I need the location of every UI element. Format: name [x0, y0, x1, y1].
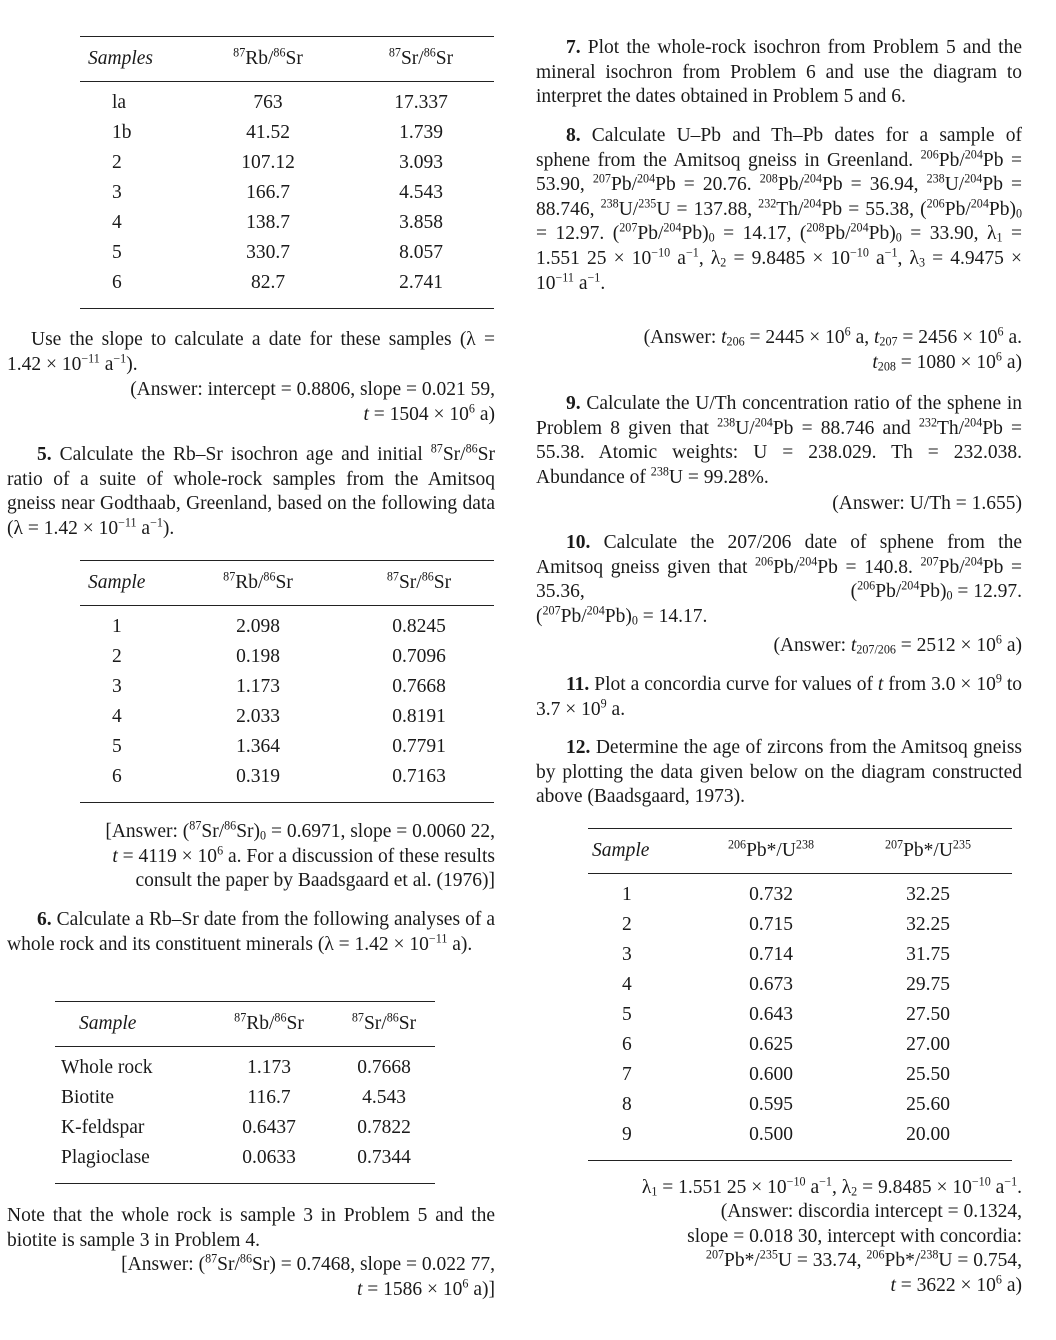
table-cell: 116.7	[247, 1087, 291, 1108]
table-cell: 1	[112, 616, 122, 637]
table-cell: 32.25	[906, 884, 950, 905]
table-cell: 6	[622, 1034, 632, 1055]
problem-8-text: 8. Calculate U–Pb and Th–Pb dates for a sample of sphene from the Amitsoq gneiss in Greenland. $^{206}$Pb/$^{204}$Pb = 53.90, $^{207}$Pb/$^{204}$Pb = 20.76. $^{208}$Pb/$^{204}$Pb = 36.94, $^{238}$U/$^{204}$Pb = 88.746, $^{238}$U/$^{235}$U = 137.88, $^{232}$Th/$^{204}$Pb = 55.38, $(^{206}Pb/^{204}Pb)_0 = 12.97$. $(^{207}Pb/^{204}Pb)_0 = 14.17$, $(^{208}Pb/^{204}Pb)_0 = 33.90$, $\lambda_1 = 1.551$ $25 \times 10^{-10}$ $a^{-1}$, $\lambda_2 = 9.8485 \times 10^{-10}$ $a^{-1}$, $\lambda_3 = 4.9475 \times 10^{-11}$ $a^{-1}$.	[536, 125, 1023, 294]
table-cell: 8.057	[399, 242, 443, 263]
table-cell: 0.8245	[392, 616, 446, 637]
table-cell: 166.7	[246, 182, 290, 203]
table-cell: 2.033	[236, 706, 280, 727]
table-cell: 3	[112, 182, 122, 203]
problem-4-answer: (Answer: intercept = 0.8806, slope = 0.021 59, $t = 1504 \times 10^6$ a)	[130, 379, 495, 425]
table-cell: 5	[112, 736, 122, 757]
table-4-header-pb206-u238: $^{206}Pb*/U^{238}$	[727, 837, 815, 861]
table-3	[55, 1001, 435, 1184]
table-cell: 0.625	[749, 1034, 793, 1055]
table-3-header-sample: Sample	[79, 1013, 137, 1034]
table-cell: 0.715	[749, 914, 793, 935]
table-cell: Plagioclase	[61, 1147, 150, 1168]
table-cell: 4.543	[399, 182, 443, 203]
table-cell: 0.6437	[242, 1117, 296, 1138]
table-cell: 31.75	[906, 944, 950, 965]
problem-8-answer: (Answer: $t_{206} = 2445 \times 10^6$ a, $t_{207} = 2456 \times 10^6$ a. $t_{208} = 1080 \times 10^6$ a)	[643, 324, 1022, 373]
table-cell: 0.319	[236, 766, 280, 787]
table-2-header-rb-sr: $^{87}$Rb/$^{86}$Sr	[223, 569, 293, 593]
table-row	[80, 178, 494, 208]
table-row	[588, 1030, 1012, 1060]
table-cell: 3	[622, 944, 632, 965]
table-row	[80, 82, 494, 119]
table-cell: 25.60	[906, 1094, 950, 1115]
table-cell: 5	[112, 242, 122, 263]
table-2	[80, 560, 494, 803]
table-row	[588, 970, 1012, 1000]
table-cell: 1.173	[236, 676, 280, 697]
table-cell: 0.7822	[357, 1117, 411, 1138]
table-row	[80, 642, 494, 672]
table-3-header-rb-sr: $^{87}$Rb/$^{86}$Sr	[234, 1010, 304, 1034]
table-row	[55, 1143, 435, 1184]
table-2-header-sample: Sample	[88, 572, 146, 593]
table-cell: 27.50	[906, 1004, 950, 1025]
table-cell: 4	[112, 706, 122, 727]
table-4	[588, 828, 1012, 1161]
table-row	[588, 1120, 1012, 1161]
table-row	[588, 940, 1012, 970]
problem-6-note: Note that the whole rock is sample 3 in Problem 5 and the biotite is sample 3 in Problem 4.	[7, 1205, 495, 1251]
problem-5-answer: [Answer: $(^{87}Sr/^{86}Sr)_0 = 0.6971$, slope = 0.0060 22, $t = 4119 \times 10^6$ a. For a discussion of these results consult the paper by Baadsgaard et al. (1976)]	[105, 818, 495, 892]
table-cell: 2	[112, 646, 122, 667]
table-cell: Whole rock	[61, 1057, 153, 1078]
table-1-header-sr-sr: $^{87}$Sr/$^{86}$Sr	[388, 45, 454, 69]
table-row	[80, 118, 494, 148]
table-cell: 0.8191	[392, 706, 446, 727]
table-4-header-sample: Sample	[592, 840, 650, 861]
table-cell: 1b	[112, 122, 132, 143]
table-cell: 9	[622, 1124, 632, 1145]
table-cell: 0.732	[749, 884, 793, 905]
table-cell: 3	[112, 676, 122, 697]
table-cell: 1.364	[236, 736, 280, 757]
table-row	[80, 702, 494, 732]
table-1-header-rb-sr: $^{87}$Rb/$^{86}$Sr	[233, 45, 303, 69]
table-row	[588, 1000, 1012, 1030]
table-cell: la	[112, 92, 127, 113]
table-cell: 4	[622, 974, 632, 995]
table-cell: 107.12	[241, 152, 295, 173]
table-row	[80, 238, 494, 268]
table-row	[80, 148, 494, 178]
table-cell: 2	[112, 152, 122, 173]
problem-5-text: 5. Calculate the Rb–Sr isochron age and initial $^{87}$Sr/$^{86}$Sr ratio of a suite of whole-rock samples from the Amitsoq gneiss near Godthaab, Greenland, based on the following data ($\lambda = 1.42 \times 10^{-11}$ $a^{-1}$).	[7, 441, 495, 539]
table-row	[588, 910, 1012, 940]
table-cell: 0.643	[749, 1004, 793, 1025]
table-row	[55, 1047, 435, 1084]
table-cell: 5	[622, 1004, 632, 1025]
problem-4-text: Use the slope to calculate a date for these samples ($\lambda = 1.42 \times 10^{-11}$ $a^{-1}$).	[7, 329, 495, 375]
table-cell: 0.600	[749, 1064, 793, 1085]
table-row	[588, 1060, 1012, 1090]
table-cell: 3.858	[399, 212, 443, 233]
table-cell: 4	[112, 212, 122, 233]
problem-9-answer: (Answer: U/Th = 1.655)	[832, 493, 1022, 514]
table-cell: 17.337	[394, 92, 448, 113]
table-3-header-sr-sr: $^{87}$Sr/$^{86}$Sr	[351, 1010, 417, 1034]
table-cell: 8	[622, 1094, 632, 1115]
table-cell: 1.173	[247, 1057, 291, 1078]
table-cell: 7	[622, 1064, 632, 1085]
table-cell: 0.673	[749, 974, 793, 995]
table-cell: 138.7	[246, 212, 290, 233]
table-cell: 0.7344	[357, 1147, 411, 1168]
table-cell: 0.500	[749, 1124, 793, 1145]
table-cell: Biotite	[61, 1087, 115, 1108]
problem-12-text: 12. Determine the age of zircons from the Amitsoq gneiss by plotting the data given below on the diagram constructed above (Baadsgaard, 1973).	[536, 737, 1022, 808]
table-cell: 330.7	[246, 242, 290, 263]
table-cell: 0.714	[749, 944, 793, 965]
problem-10-text: 10. Calculate the 207/206 date of sphene from the Amitsoq gneiss given that $^{206}$Pb/$^{204}$Pb = 140.8. $^{207}$Pb/$^{204}$Pb = 35.36, $(^{206}Pb/^{204}Pb)_0 = 12.97$. $(^{207}Pb/^{204}Pb)_0 = 14.17$.	[536, 532, 1023, 628]
table-row	[80, 762, 494, 803]
problem-7-text: 7. Plot the whole-rock isochron from Problem 5 and the mineral isochron from Problem 6 and use the diagram to interpret the dates obtained in Problem 5 and 6.	[536, 37, 1022, 108]
problem-12-constants: $\lambda_1 = 1.551$ $25 \times 10^{-10}$ $a^{-1}$, $\lambda_2 = 9.8485 \times 10^{-10}$ $a^{-1}$.	[641, 1174, 1022, 1199]
table-row	[80, 208, 494, 238]
table-cell: 20.00	[906, 1124, 950, 1145]
problem-9-text: 9. Calculate the U/Th concentration ratio of the sphene in Problem 8 given that $^{238}$U/$^{204}$Pb = 88.746 and $^{232}$Th/$^{204}$Pb = 55.38. Atomic weights: U = 238.029. Th = 232.038. Abundance of $^{238}$U = 99.28%.	[536, 393, 1022, 488]
table-row	[588, 1090, 1012, 1120]
problem-6-answer: [Answer: ($^{87}$Sr/$^{86}$Sr) = 0.7468, slope = 0.022 77, $t = 1586 \times 10^6$ a)]	[121, 1251, 495, 1300]
table-cell: 763	[253, 92, 283, 113]
table-cell: 2	[622, 914, 632, 935]
table-4-header-pb207-u235: $^{207}Pb*/U^{235}$	[884, 837, 972, 861]
table-cell: 0.7096	[392, 646, 446, 667]
problem-10-answer: (Answer: $t_{207/206} = 2512 \times 10^6$ a)	[773, 632, 1022, 657]
table-cell: 2.741	[399, 272, 443, 293]
table-1	[80, 36, 494, 309]
table-cell: 82.7	[250, 272, 286, 293]
table-cell: 0.7791	[392, 736, 446, 757]
table-cell: 1.739	[399, 122, 443, 143]
table-cell: 27.00	[906, 1034, 950, 1055]
table-row	[80, 672, 494, 702]
table-cell: 6	[112, 272, 122, 293]
table-row	[80, 732, 494, 762]
problem-6-text: 6. Calculate a Rb–Sr date from the following analyses of a whole rock and its constituent minerals ($\lambda = 1.42 \times 10^{-11}$ a).	[7, 909, 495, 955]
table-cell: 0.7668	[392, 676, 446, 697]
table-cell: 0.7163	[392, 766, 446, 787]
problem-12-answer: (Answer: discordia intercept = 0.1324, slope = 0.018 30, intercept with concordia: $^{207}$Pb*/$^{235}$U = 33.74, $^{206}$Pb*/$^{238}$U = 0.754, $t = 3622 \times 10^6$ a)	[687, 1201, 1022, 1296]
table-cell: 0.595	[749, 1094, 793, 1115]
table-2-header-sr-sr: $^{87}$Sr/$^{86}$Sr	[386, 569, 452, 593]
table-row	[80, 268, 494, 309]
table-cell: 41.52	[246, 122, 290, 143]
table-1-header-samples: Samples	[88, 48, 153, 69]
table-cell: 32.25	[906, 914, 950, 935]
table-cell: 29.75	[906, 974, 950, 995]
problem-11-text: 11. Plot a concordia curve for values of t from $3.0 \times 10^9$ to $3.7 \times 10^9$ a.	[536, 671, 1022, 720]
table-row	[55, 1113, 435, 1143]
table-row	[588, 874, 1012, 911]
table-cell: 6	[112, 766, 122, 787]
table-cell: 25.50	[906, 1064, 950, 1085]
table-row	[55, 1083, 435, 1113]
table-cell: 2.098	[236, 616, 280, 637]
table-cell: 0.7668	[357, 1057, 411, 1078]
table-cell: 0.198	[236, 646, 280, 667]
table-cell: 3.093	[399, 152, 443, 173]
table-cell: 0.0633	[242, 1147, 296, 1168]
table-cell: 1	[622, 884, 632, 905]
table-cell: 4.543	[362, 1087, 406, 1108]
table-row	[80, 606, 494, 643]
table-cell: K-feldspar	[61, 1117, 145, 1138]
